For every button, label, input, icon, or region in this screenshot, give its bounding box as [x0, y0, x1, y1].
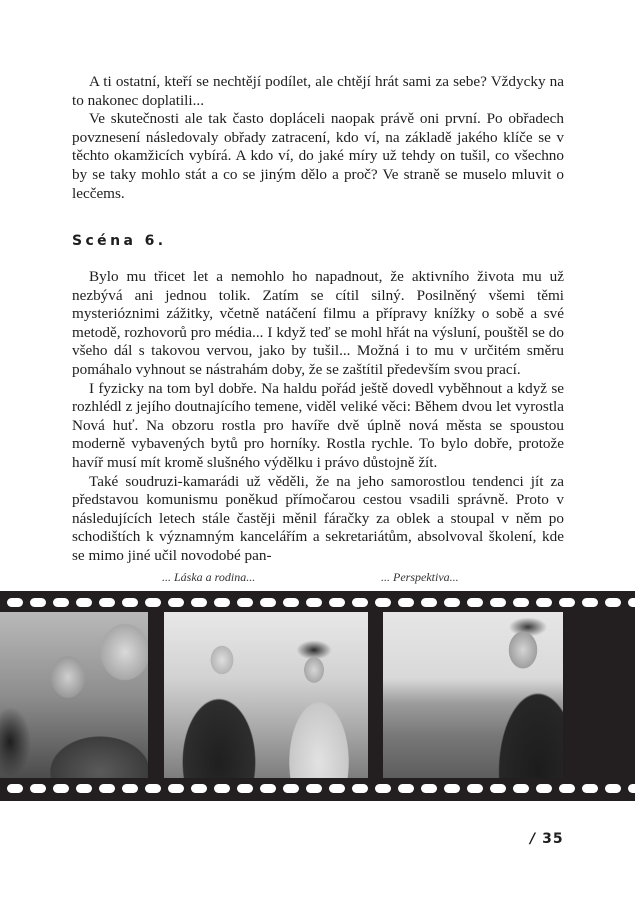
photo-caption-love-family: ... Láska a rodina...	[162, 570, 256, 584]
sprocket-hole	[559, 598, 575, 607]
sprocket-hole	[444, 598, 460, 607]
sprocket-hole	[306, 598, 322, 607]
sprocket-hole	[283, 598, 299, 607]
paragraph: A ti ostatní, kteří se nechtějí podílet, ale chtějí hrát sami za sebe? Vždycky na to nakonec doplatili...	[72, 73, 564, 109]
sprocket-hole	[145, 598, 161, 607]
sprocket-hole	[398, 784, 414, 793]
sprocket-hole	[628, 784, 635, 793]
sprocket-hole	[237, 598, 253, 607]
sprocket-hole	[260, 598, 276, 607]
film-strip	[0, 591, 635, 801]
sprocket-hole	[145, 784, 161, 793]
sprocket-hole	[99, 784, 115, 793]
sprocket-hole	[513, 598, 529, 607]
sprocket-hole	[214, 784, 230, 793]
sprocket-hole	[352, 784, 368, 793]
sprocket-hole	[375, 598, 391, 607]
sprocket-hole	[306, 784, 322, 793]
sprocket-hole	[76, 598, 92, 607]
sprocket-hole	[283, 784, 299, 793]
text-block-intro	[72, 73, 564, 203]
text-block-scene-6	[72, 268, 564, 566]
sprocket-hole	[260, 784, 276, 793]
sprocket-hole	[30, 784, 46, 793]
sprocket-hole	[536, 784, 552, 793]
sprocket-hole	[582, 598, 598, 607]
sprocket-hole	[559, 784, 575, 793]
sprocket-hole	[329, 784, 345, 793]
sprocket-holes-top	[7, 598, 635, 607]
sprocket-hole	[122, 784, 138, 793]
sprocket-hole	[421, 784, 437, 793]
sprocket-hole	[76, 784, 92, 793]
sprocket-hole	[375, 784, 391, 793]
sprocket-hole	[421, 598, 437, 607]
photo-man-overlooking-city	[383, 612, 563, 778]
sprocket-hole	[398, 598, 414, 607]
page-number-value: 35	[542, 831, 564, 847]
sprocket-holes-bottom	[7, 784, 635, 793]
sprocket-hole	[352, 598, 368, 607]
sprocket-hole	[467, 784, 483, 793]
sprocket-hole	[467, 598, 483, 607]
sprocket-hole	[605, 598, 621, 607]
sprocket-hole	[191, 784, 207, 793]
paragraph: Bylo mu třicet let a nemohlo ho napadnout, že aktivního života mu už nezbývá ani jednou tolik. Zatím se cítil silný. Posilněný všemi těmi mysterióznimi zážitky, včetně natáčení filmu a přípravy knížky o sobě a své metodě, rozhovorů pro média... I když teď se mohl hřát na výsluní, pouštěl se do všeho dál s takovou vervou, jako by tušil... Možná i to mu v určitém směru pomáhalo vyhnout se nástrahám doby, že se zaštítil především svou prací.	[72, 268, 564, 378]
photo-couple-smiling	[164, 612, 368, 778]
page-number-slash: /	[530, 831, 537, 847]
photo-caption-perspective: ... Perspektiva...	[381, 570, 459, 584]
sprocket-hole	[53, 598, 69, 607]
photo-two-men-portrait	[0, 612, 148, 778]
sprocket-hole	[605, 784, 621, 793]
sprocket-hole	[168, 598, 184, 607]
sprocket-hole	[513, 784, 529, 793]
sprocket-hole	[99, 598, 115, 607]
paragraph: Ve skutečnosti ale tak často dopláceli naopak právě oni první. Po obřadech povznesení následovaly obřady zatracení, kdo ví, na základě jakého klíče se v těchto okamžicích vybírá. A kdo ví, do jaké míry už tehdy on tušil, co všechno by se taky mohlo stát a co se jiným dělo a proč? Ve straně se muselo mluvit o lecčems.	[72, 110, 564, 202]
sprocket-hole	[444, 784, 460, 793]
sprocket-hole	[329, 598, 345, 607]
sprocket-hole	[628, 598, 635, 607]
sprocket-hole	[7, 784, 23, 793]
sprocket-hole	[122, 598, 138, 607]
sprocket-hole	[191, 598, 207, 607]
sprocket-hole	[214, 598, 230, 607]
sprocket-hole	[582, 784, 598, 793]
sprocket-hole	[53, 784, 69, 793]
sprocket-hole	[237, 784, 253, 793]
sprocket-hole	[490, 784, 506, 793]
sprocket-hole	[490, 598, 506, 607]
sprocket-hole	[536, 598, 552, 607]
paragraph: Také soudruzi-kamarádi už věděli, že na jeho samorostlou tendenci jít za představou komunismu poněkud přímočarou cestou vsadili správně. Proto v následujících letech stále častěji měnil fáračky za oblek a stoupal v něm po schodištích k významným kancelářím a sekretariátům, absolvoval školení, kde se mimo jiné učil novodobé pan-	[72, 472, 564, 564]
paragraph: I fyzicky na tom byl dobře. Na haldu pořád ještě dovedl vyběhnout a když se rozhlédl z jejího doutnajícího temene, viděl veliké věci: Během dvou let vyrostla Nová huť. Na obzoru rostla pro havíře dvě úplně nová města se spoustou moderně vybavených bytů pro horníky. Rostla rychle. To bylo dobře, protože havíř musí mít kromě slušného výdělku i právo důstojně žít.	[72, 379, 564, 471]
sprocket-hole	[30, 598, 46, 607]
scene-heading: Scéna 6.	[72, 233, 167, 249]
sprocket-hole	[7, 598, 23, 607]
sprocket-hole	[168, 784, 184, 793]
page-number	[530, 831, 564, 847]
